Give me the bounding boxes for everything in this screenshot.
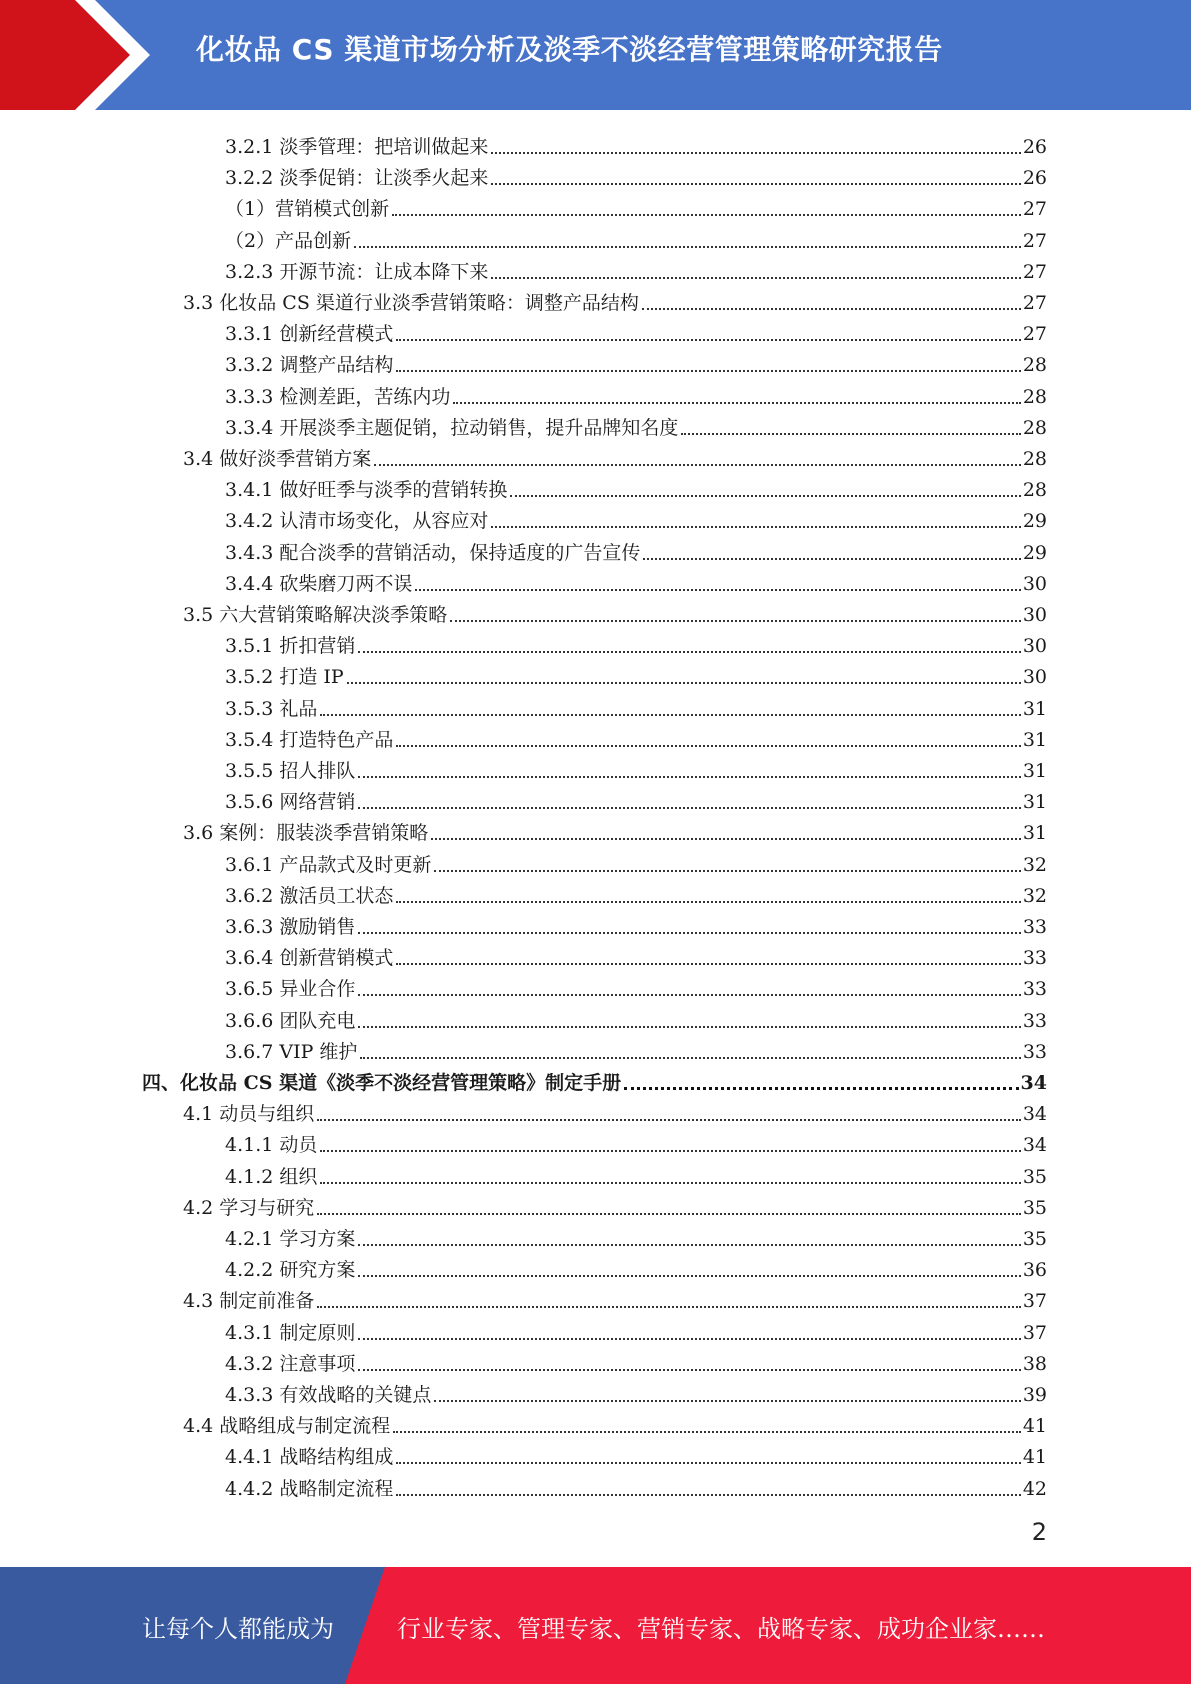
toc-entry-page: 28 bbox=[1022, 354, 1047, 377]
toc-entry[interactable] bbox=[183, 813, 1047, 844]
toc-entry[interactable] bbox=[225, 1469, 1047, 1500]
toc-entry-page: 27 bbox=[1022, 292, 1047, 314]
toc-entry-page: 27 bbox=[1022, 260, 1047, 283]
toc-entry[interactable] bbox=[225, 127, 1047, 158]
toc-entry-label: 4.3 制定前准备 bbox=[183, 1290, 315, 1313]
toc-entry-label: 4.4.1 战略结构组成 bbox=[225, 1446, 394, 1469]
toc-dot-leader bbox=[396, 745, 1020, 747]
toc-entry-page: 27 bbox=[1022, 229, 1047, 252]
toc-entry[interactable] bbox=[225, 470, 1047, 501]
toc-entry-label: （1）营销模式创新 bbox=[225, 198, 390, 221]
toc-entry-label: 3.6.5 异业合作 bbox=[225, 978, 356, 1001]
toc-entry-page: 33 bbox=[1022, 916, 1047, 938]
toc-dot-leader bbox=[358, 1275, 1020, 1277]
toc-entry-label: 3.6 案例：服装淡季营销策略 bbox=[183, 822, 429, 845]
toc-entry-page: 39 bbox=[1022, 1384, 1047, 1406]
toc-entry-page: 35 bbox=[1022, 1165, 1047, 1188]
toc-dot-leader bbox=[491, 152, 1020, 154]
toc-entry-page: 36 bbox=[1022, 1259, 1047, 1282]
toc-dot-leader bbox=[393, 1431, 1021, 1433]
toc-dot-leader bbox=[358, 776, 1020, 778]
toc-entry-page: 27 bbox=[1022, 198, 1047, 221]
toc-entry[interactable] bbox=[225, 751, 1047, 782]
toc-dot-leader bbox=[317, 1119, 1021, 1121]
toc-dot-leader bbox=[320, 1150, 1020, 1152]
toc-entry-page: 35 bbox=[1022, 1228, 1047, 1250]
toc-entry-label: 4.2 学习与研究 bbox=[183, 1196, 315, 1219]
toc-dot-leader bbox=[358, 807, 1020, 809]
toc-entry-label: 3.3.2 调整产品结构 bbox=[225, 354, 394, 377]
toc-entry[interactable] bbox=[225, 689, 1047, 720]
header-arrow-decoration bbox=[0, 0, 160, 110]
toc-dot-leader bbox=[374, 464, 1021, 466]
toc-entry[interactable] bbox=[225, 845, 1047, 876]
toc-entry-label: 3.6.1 产品款式及时更新 bbox=[225, 853, 432, 876]
toc-entry[interactable] bbox=[225, 782, 1047, 813]
toc-dot-leader bbox=[358, 1369, 1020, 1371]
toc-entry[interactable] bbox=[183, 1094, 1047, 1125]
toc-entry-page: 34 bbox=[1022, 1134, 1047, 1157]
toc-entry-label: 3.5.6 网络营销 bbox=[225, 791, 356, 814]
toc-entry-page: 31 bbox=[1022, 760, 1047, 782]
toc-entry-page: 35 bbox=[1022, 1196, 1047, 1219]
toc-entry-page: 31 bbox=[1022, 822, 1047, 845]
toc-dot-leader bbox=[358, 932, 1020, 934]
toc-entry-page: 41 bbox=[1022, 1415, 1047, 1438]
toc-entry[interactable] bbox=[225, 533, 1047, 564]
toc-entry[interactable] bbox=[183, 595, 1047, 626]
toc-entry[interactable] bbox=[225, 720, 1047, 751]
toc-dot-leader bbox=[320, 1182, 1020, 1184]
toc-entry[interactable] bbox=[225, 345, 1047, 376]
toc-entry-label: 四、化妆品 CS 渠道《淡季不淡经营管理策略》制定手册 bbox=[142, 1072, 622, 1094]
toc-dot-leader bbox=[392, 214, 1021, 216]
toc-entry-label: 3.4.1 做好旺季与淡季的营销转换 bbox=[225, 479, 508, 502]
page-number: 2 bbox=[1031, 1518, 1047, 1546]
toc-entry-page: 29 bbox=[1022, 510, 1047, 533]
toc-entry-page: 32 bbox=[1022, 853, 1047, 876]
toc-entry-label: 4.3.3 有效战略的关键点 bbox=[225, 1384, 432, 1406]
toc-entry-label: 3.2.1 淡季管理：把培训做起来 bbox=[225, 136, 489, 158]
toc-entry[interactable] bbox=[225, 969, 1047, 1000]
toc-entry[interactable] bbox=[225, 1125, 1047, 1156]
toc-entry-page: 30 bbox=[1022, 635, 1047, 658]
toc-dot-leader bbox=[491, 526, 1020, 528]
toc-entry[interactable] bbox=[183, 283, 1047, 314]
toc-dot-leader bbox=[358, 1244, 1020, 1246]
toc-entry[interactable] bbox=[225, 377, 1047, 408]
toc-entry-label: 3.4 做好淡季营销方案 bbox=[183, 448, 372, 470]
toc-entry-label: 3.5.5 招人排队 bbox=[225, 760, 356, 782]
toc-entry-page: 42 bbox=[1022, 1477, 1047, 1500]
toc-entry-label: 3.4.4 砍柴磨刀两不误 bbox=[225, 572, 413, 595]
toc-entry-page: 26 bbox=[1022, 136, 1047, 158]
toc-entry[interactable] bbox=[225, 408, 1047, 439]
toc-entry-label: 4.3.2 注意事项 bbox=[225, 1352, 356, 1375]
toc-entry-label: 3.5.1 折扣营销 bbox=[225, 635, 356, 658]
toc-dot-leader bbox=[396, 1494, 1020, 1496]
toc-entry-page: 30 bbox=[1022, 604, 1047, 626]
toc-dot-leader bbox=[358, 1026, 1020, 1028]
toc-dot-leader bbox=[317, 1306, 1021, 1308]
toc-dot-leader bbox=[347, 682, 1021, 684]
toc-entry[interactable] bbox=[225, 564, 1047, 595]
toc-entry-label: 3.6.3 激励销售 bbox=[225, 916, 356, 938]
toc-entry-label: 3.5.2 打造 IP bbox=[225, 666, 344, 689]
toc-entry-label: 3.3.1 创新经营模式 bbox=[225, 323, 394, 346]
toc-entry-label: 3.5 六大营销策略解决淡季策略 bbox=[183, 604, 448, 626]
toc-entry[interactable] bbox=[183, 439, 1047, 470]
toc-entry[interactable] bbox=[225, 907, 1047, 938]
toc-entry-label: 3.4.2 认清市场变化，从容应对 bbox=[225, 510, 489, 533]
toc-entry[interactable] bbox=[183, 1281, 1047, 1312]
toc-entry-page: 41 bbox=[1022, 1446, 1047, 1469]
footer-slogan-right: 行业专家、管理专家、营销专家、战略专家、成功企业家…… bbox=[397, 1615, 1045, 1643]
toc-entry[interactable] bbox=[183, 1188, 1047, 1219]
toc-entry[interactable] bbox=[225, 876, 1047, 907]
toc-entry-page: 26 bbox=[1022, 167, 1047, 190]
toc-dot-leader bbox=[510, 495, 1020, 497]
toc-dot-leader bbox=[358, 1338, 1020, 1340]
page-footer bbox=[0, 1567, 1191, 1684]
toc-entry-label: 3.5.3 礼品 bbox=[225, 697, 318, 720]
toc-entry[interactable] bbox=[225, 221, 1047, 252]
toc-entry-page: 33 bbox=[1022, 1009, 1047, 1032]
toc-entry-label: 4.1.1 动员 bbox=[225, 1134, 318, 1157]
report-title: 化妆品 CS 渠道市场分析及淡季不淡经营管理策略研究报告 bbox=[196, 33, 943, 66]
toc-entry[interactable] bbox=[225, 1157, 1047, 1188]
toc-dot-leader bbox=[491, 277, 1020, 279]
toc-dot-leader bbox=[681, 433, 1020, 435]
toc-dot-leader bbox=[491, 183, 1020, 185]
toc-entry-label: 3.6.2 激活员工状态 bbox=[225, 884, 394, 907]
toc-entry-page: 30 bbox=[1022, 666, 1047, 689]
toc-entry-label: 4.4.2 战略制定流程 bbox=[225, 1477, 394, 1500]
toc-dot-leader bbox=[453, 402, 1020, 404]
toc-dot-leader bbox=[360, 1057, 1020, 1059]
toc-dot-leader bbox=[431, 838, 1021, 840]
toc-dot-leader bbox=[396, 963, 1020, 965]
toc-dot-leader bbox=[642, 308, 1021, 310]
toc-entry-page: 31 bbox=[1022, 791, 1047, 814]
toc-entry[interactable] bbox=[225, 1313, 1047, 1344]
toc-dot-leader bbox=[358, 651, 1020, 653]
toc-entry-page: 32 bbox=[1022, 884, 1047, 907]
toc-dot-leader bbox=[434, 1400, 1020, 1402]
toc-entry-page: 31 bbox=[1022, 728, 1047, 751]
toc-entry[interactable] bbox=[225, 1001, 1047, 1032]
toc-entry-label: 3.6.6 团队充电 bbox=[225, 1009, 356, 1032]
toc-entry[interactable] bbox=[225, 501, 1047, 532]
toc-entry-page: 31 bbox=[1022, 697, 1047, 720]
toc-entry[interactable] bbox=[225, 1032, 1047, 1063]
toc-entry-label: （2）产品创新 bbox=[225, 229, 352, 252]
toc-entry[interactable] bbox=[225, 252, 1047, 283]
toc-entry-label: 4.4 战略组成与制定流程 bbox=[183, 1415, 391, 1438]
toc-entry-label: 4.1.2 组织 bbox=[225, 1165, 318, 1188]
toc-dot-leader bbox=[396, 1462, 1020, 1464]
toc-dot-leader bbox=[396, 370, 1020, 372]
toc-entry-page: 37 bbox=[1022, 1290, 1047, 1313]
toc-entry[interactable] bbox=[225, 1219, 1047, 1250]
toc-entry[interactable] bbox=[183, 1406, 1047, 1437]
toc-dot-leader bbox=[358, 994, 1020, 996]
toc-entry-page: 27 bbox=[1022, 323, 1047, 346]
toc-entry[interactable] bbox=[225, 1437, 1047, 1468]
toc-entry-label: 3.3.4 开展淡季主题促销，拉动销售，提升品牌知名度 bbox=[225, 416, 679, 439]
toc-entry-page: 38 bbox=[1022, 1352, 1047, 1375]
toc-entry-page: 33 bbox=[1022, 978, 1047, 1001]
toc-entry-label: 3.5.4 打造特色产品 bbox=[225, 728, 394, 751]
page-header bbox=[0, 0, 1191, 110]
toc-entry[interactable] bbox=[225, 314, 1047, 345]
toc-entry-page: 28 bbox=[1022, 448, 1047, 470]
toc-entry-label: 3.2.2 淡季促销：让淡季火起来 bbox=[225, 167, 489, 190]
toc-dot-leader bbox=[320, 714, 1020, 716]
toc-entry-label: 4.1 动员与组织 bbox=[183, 1103, 315, 1126]
toc-entry[interactable] bbox=[225, 158, 1047, 189]
toc-entry-label: 3.4.3 配合淡季的营销活动，保持适度的广告宣传 bbox=[225, 541, 641, 564]
toc-entry-page: 34 bbox=[1022, 1103, 1047, 1126]
toc-entry-page: 34 bbox=[1020, 1072, 1047, 1094]
toc-entry-page: 37 bbox=[1022, 1321, 1047, 1344]
toc-entry[interactable] bbox=[225, 626, 1047, 657]
toc-dot-leader bbox=[317, 1213, 1021, 1215]
toc-entry-label: 3.3 化妆品 CS 渠道行业淡季营销策略：调整产品结构 bbox=[183, 292, 639, 314]
toc-dot-leader bbox=[450, 620, 1021, 622]
toc-entry-page: 30 bbox=[1022, 572, 1047, 595]
toc-entry-page: 28 bbox=[1022, 385, 1047, 408]
toc-entry-page: 28 bbox=[1022, 479, 1047, 502]
toc-entry-label: 3.6.7 VIP 维护 bbox=[225, 1040, 358, 1063]
toc-entry-page: 28 bbox=[1022, 416, 1047, 439]
footer-slogan-left: 让每个人都能成为 bbox=[142, 1615, 334, 1643]
toc-entry-label: 4.2.1 学习方案 bbox=[225, 1228, 356, 1250]
toc-entry[interactable] bbox=[225, 1375, 1047, 1406]
toc-dot-leader bbox=[434, 870, 1020, 872]
toc-entry[interactable] bbox=[225, 657, 1047, 688]
toc-entry[interactable] bbox=[225, 938, 1047, 969]
toc-entry[interactable] bbox=[225, 189, 1047, 220]
toc-dot-leader bbox=[624, 1087, 1018, 1090]
toc-dot-leader bbox=[396, 901, 1020, 903]
toc-dot-leader bbox=[415, 589, 1020, 591]
toc-dot-leader bbox=[643, 558, 1020, 560]
toc-entry-page: 33 bbox=[1022, 947, 1047, 970]
toc-entry-label: 4.2.2 研究方案 bbox=[225, 1259, 356, 1282]
toc-entry-label: 3.3.3 检测差距，苦练内功 bbox=[225, 385, 451, 408]
toc-entry-label: 4.3.1 制定原则 bbox=[225, 1321, 356, 1344]
toc-entry-label: 3.6.4 创新营销模式 bbox=[225, 947, 394, 970]
toc-dot-leader bbox=[396, 339, 1020, 341]
toc-entry-page: 33 bbox=[1022, 1040, 1047, 1063]
toc-entry[interactable] bbox=[225, 1250, 1047, 1281]
toc-dot-leader bbox=[354, 246, 1021, 248]
toc-entry[interactable] bbox=[142, 1063, 1047, 1094]
toc-entry[interactable] bbox=[225, 1344, 1047, 1375]
toc-entry-label: 3.2.3 开源节流：让成本降下来 bbox=[225, 260, 489, 283]
toc-entry-page: 29 bbox=[1022, 541, 1047, 564]
